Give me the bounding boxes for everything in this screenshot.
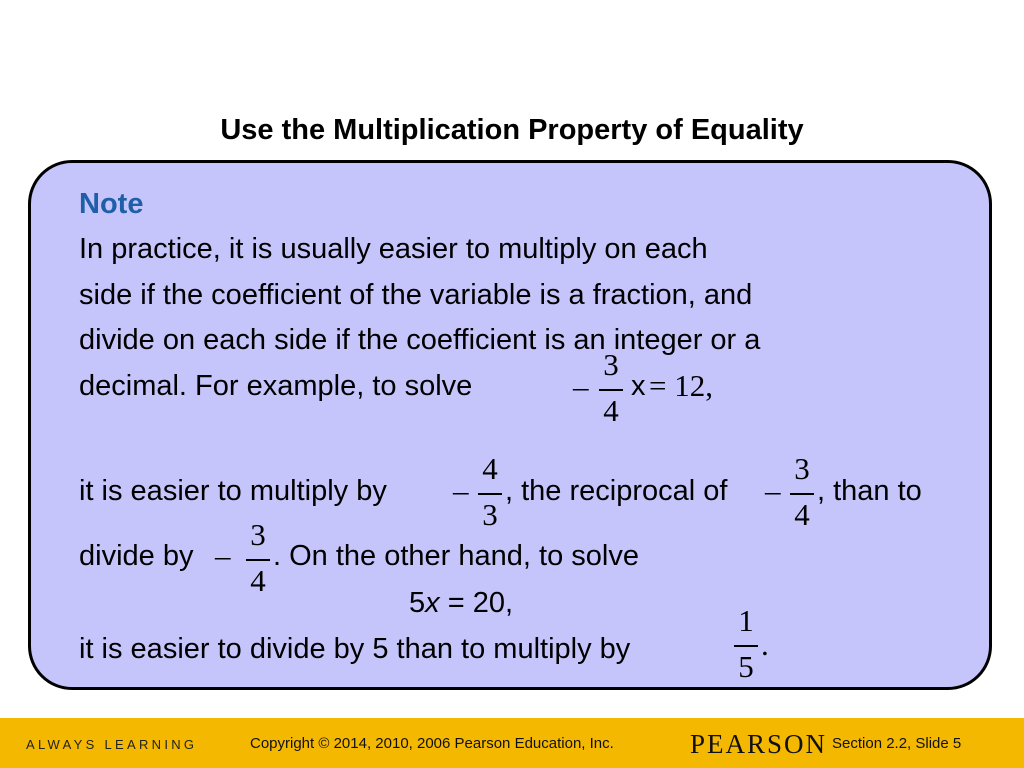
note-line-8-end: . bbox=[761, 627, 769, 662]
note-line-4: decimal. For example, to solve bbox=[79, 370, 473, 402]
slide-title: Use the Multiplication Property of Equality bbox=[220, 114, 804, 146]
equation2 bbox=[409, 587, 513, 620]
note-line-2: side if the coefficient of the variable is a fraction, and bbox=[79, 279, 753, 311]
orig-minus: – bbox=[765, 473, 781, 508]
note-line-5c: , than to bbox=[817, 475, 922, 507]
footer-bar bbox=[0, 718, 1024, 768]
note-line-6a: divide by bbox=[79, 540, 194, 572]
pearson-logo: PEARSON bbox=[690, 729, 828, 759]
recip-denominator: 3 bbox=[482, 497, 498, 532]
fraction-bar bbox=[734, 645, 758, 647]
equation2-coef: 5 bbox=[409, 587, 426, 619]
div-numerator: 3 bbox=[250, 517, 266, 552]
fifth-denominator: 5 bbox=[738, 649, 754, 684]
example1-rest: = 12, bbox=[649, 368, 713, 403]
example1-numerator: 3 bbox=[603, 347, 619, 382]
recip-minus: – bbox=[453, 473, 469, 508]
note-line-3: divide on each side if the coefficient is an integer or a bbox=[79, 324, 761, 356]
fraction-bar bbox=[478, 493, 502, 495]
example1-minus: – bbox=[573, 369, 589, 404]
note-line-6b: . On the other hand, to solve bbox=[273, 540, 639, 572]
footer-tagline: ALWAYS LEARNING bbox=[26, 737, 198, 752]
footer-copyright: Copyright © 2014, 2010, 2006 Pearson Education, Inc. bbox=[250, 735, 614, 752]
equation2-variable: x bbox=[425, 587, 440, 619]
note-line-1: In practice, it is usually easier to multiply on each bbox=[79, 233, 708, 265]
slide-reference: Section 2.2, Slide 5 bbox=[832, 735, 962, 752]
fraction-bar bbox=[790, 493, 814, 495]
div-denominator: 4 bbox=[250, 563, 266, 598]
note-line-5a: it is easier to multiply by bbox=[79, 475, 387, 507]
note-line-8: it is easier to divide by 5 than to multiply by bbox=[79, 633, 631, 665]
fraction-bar bbox=[599, 389, 623, 391]
recip-numerator: 4 bbox=[482, 451, 498, 486]
orig-denominator: 4 bbox=[794, 497, 810, 532]
example1-variable: x bbox=[631, 370, 646, 402]
note-box bbox=[28, 160, 992, 690]
fifth-numerator: 1 bbox=[738, 603, 754, 638]
fraction-bar bbox=[246, 559, 270, 561]
example1-denominator: 4 bbox=[603, 393, 619, 428]
note-heading: Note bbox=[79, 188, 144, 220]
note-line-5b: , the reciprocal of bbox=[505, 475, 728, 507]
orig-numerator: 3 bbox=[794, 451, 810, 486]
div-minus: – bbox=[215, 538, 231, 573]
equation2-rest: = 20, bbox=[439, 587, 514, 619]
